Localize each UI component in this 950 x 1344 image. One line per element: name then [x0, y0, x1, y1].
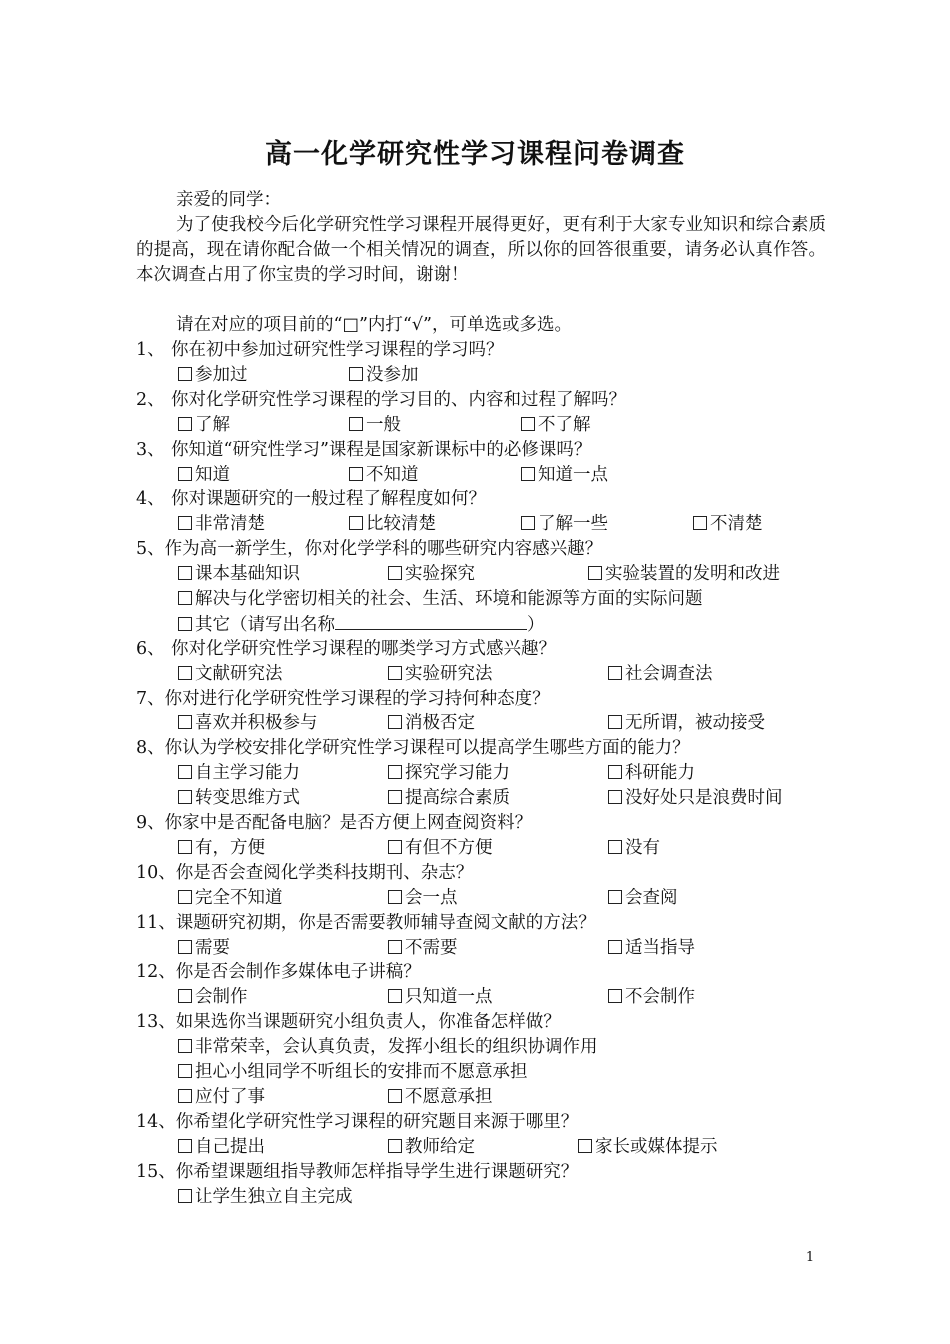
checkbox-icon[interactable] [178, 840, 192, 854]
greeting: 亲爱的同学： [176, 190, 281, 210]
option[interactable] [521, 413, 591, 438]
option-row [136, 786, 836, 811]
question-number: 9、 [136, 813, 165, 834]
option[interactable] [178, 1185, 353, 1210]
checkbox-icon[interactable] [388, 890, 402, 904]
option-label: 让学生独立自主完成 [195, 1186, 353, 1207]
checkbox-icon[interactable] [178, 516, 192, 530]
option-label: 一般 [366, 414, 401, 435]
question-4 [136, 487, 836, 512]
question-text: 你家中是否配备电脑？是否方便上网查阅资料？ [164, 813, 533, 834]
option-label: 不清楚 [710, 514, 763, 535]
checkbox-icon[interactable] [608, 765, 622, 779]
option-label: 消极否定 [405, 713, 475, 734]
option-other[interactable] [178, 612, 545, 638]
option-row-other [136, 612, 836, 637]
option-label: 课本基础知识 [195, 564, 300, 585]
page-number: 1 [805, 1250, 815, 1265]
checkbox-icon[interactable] [178, 367, 192, 381]
checkbox-icon[interactable] [388, 790, 402, 804]
option-label: 完全不知道 [195, 887, 283, 908]
option-label: 解决与化学密切相关的社会、生活、环境和能源等方面的实际问题 [195, 588, 703, 609]
option[interactable] [178, 413, 230, 438]
checkbox-icon[interactable] [349, 516, 363, 530]
option-label: 非常清楚 [195, 514, 265, 535]
option[interactable] [178, 512, 265, 537]
option[interactable] [388, 786, 510, 811]
checkbox-icon[interactable] [349, 417, 363, 431]
question-text: 你对化学研究性学习课程的哪类学习方式感兴趣？ [171, 638, 556, 659]
question-number: 14、 [136, 1111, 176, 1132]
option-label: 知道 [195, 464, 230, 485]
fill-in-blank[interactable] [335, 612, 527, 630]
question-10 [136, 861, 836, 886]
option-label: 只知道一点 [405, 987, 493, 1008]
option-label: 社会调查法 [625, 663, 713, 684]
option[interactable] [388, 936, 458, 961]
option-label: 其它（请写出名称 [195, 614, 335, 635]
question-number: 12、 [136, 962, 176, 983]
option-label: 会一点 [405, 887, 458, 908]
checkbox-icon[interactable] [388, 840, 402, 854]
option[interactable] [178, 587, 703, 612]
option-label: 实验研究法 [405, 663, 493, 684]
option-label: 文献研究法 [195, 663, 283, 684]
checkbox-icon[interactable] [178, 417, 192, 431]
option-label: 需要 [195, 937, 230, 958]
checkbox-icon[interactable] [178, 715, 192, 729]
option[interactable] [178, 985, 248, 1010]
option-row [136, 512, 836, 537]
option[interactable] [178, 1135, 265, 1160]
question-13 [136, 1010, 836, 1035]
checkbox-icon[interactable] [178, 1089, 192, 1103]
question-text: 你对课题研究的一般过程了解程度如何？ [171, 489, 486, 510]
question-number: 4、 [136, 489, 165, 510]
option[interactable] [693, 512, 763, 537]
option-row [136, 587, 836, 612]
option[interactable] [349, 463, 419, 488]
question-text: 你是否会查阅化学类科技期刊、杂志？ [175, 862, 474, 883]
option-label: 转变思维方式 [195, 788, 300, 809]
option-label: 无所谓，被动接受 [625, 713, 765, 734]
option-row [136, 363, 836, 388]
question-number: 11、 [136, 912, 176, 933]
question-text: 你认为学校安排化学研究性学习课程可以提高学生哪些方面的能力？ [164, 738, 690, 759]
option[interactable] [608, 662, 713, 687]
question-number: 10、 [136, 862, 176, 883]
checkbox-icon[interactable] [578, 1139, 592, 1153]
question-text: 你对进行化学研究性学习课程的学习持何种态度？ [164, 688, 550, 709]
option-label: 担心小组同学不听组长的安排而不愿意承担 [195, 1062, 528, 1083]
option[interactable] [178, 936, 230, 961]
question-text: 你知道“研究性学习”课程是国家新课标中的必修课吗？ [171, 439, 592, 460]
option-label: 非常荣幸，会认真负责，发挥小组长的组织协调作用 [195, 1037, 598, 1058]
option[interactable] [388, 985, 493, 1010]
option-label: 有，方便 [195, 837, 265, 858]
checkbox-icon[interactable] [608, 989, 622, 1003]
option-label: 应付了事 [195, 1086, 265, 1107]
option-row [136, 761, 836, 786]
option-label: 探究学习能力 [405, 763, 510, 784]
option[interactable] [608, 886, 678, 911]
question-text: 你希望化学研究性学习课程的研究题目来源于哪里？ [175, 1111, 579, 1132]
option[interactable] [178, 711, 318, 736]
checkbox-icon[interactable] [608, 715, 622, 729]
option[interactable] [588, 562, 780, 587]
question-number: 3、 [136, 439, 165, 460]
option-row [136, 1035, 836, 1060]
option-label: 参加过 [195, 364, 248, 385]
checkbox-icon[interactable] [178, 1189, 192, 1203]
option[interactable] [608, 936, 695, 961]
option-row [136, 413, 836, 438]
question-14 [136, 1110, 836, 1135]
question-text: 你在初中参加过研究性学习课程的学习吗？ [171, 340, 504, 360]
checkbox-icon[interactable] [178, 765, 192, 779]
checkbox-icon[interactable] [608, 890, 622, 904]
option-label: 不知道 [366, 464, 419, 485]
option[interactable] [388, 562, 475, 587]
checkbox-icon[interactable] [178, 1039, 192, 1053]
option-label: 有但不方便 [405, 837, 493, 858]
option-label: 教师给定 [405, 1136, 475, 1157]
option-row [136, 985, 836, 1010]
option[interactable] [178, 363, 248, 388]
option-label: 了解一些 [538, 514, 608, 535]
checkbox-icon[interactable] [178, 790, 192, 804]
question-number: 7、 [136, 688, 165, 709]
question-11 [136, 911, 836, 936]
option[interactable] [178, 463, 230, 488]
checkbox-icon[interactable] [521, 467, 535, 481]
option-label: 没好处只是浪费时间 [625, 788, 783, 809]
option-label: 会查阅 [625, 887, 678, 908]
checkbox-icon[interactable] [178, 467, 192, 481]
option-row [136, 562, 836, 587]
option[interactable] [178, 562, 300, 587]
question-number: 15、 [136, 1161, 176, 1182]
checkbox-icon[interactable] [608, 790, 622, 804]
option[interactable] [178, 786, 300, 811]
checkbox-icon[interactable] [178, 666, 192, 680]
question-8 [136, 736, 836, 761]
question-9 [136, 811, 836, 836]
option[interactable] [178, 886, 283, 911]
question-1 [136, 338, 836, 363]
intro-paragraph: 为了使我校今后化学研究性学习课程开展得更好，更有利于大家专业知识和综合素质的提高，现在请你配合做一个相关情况的调查，所以你的回答很重要，请务必认真作答。本次调查占用了你宝贵的学习时间，谢谢！ [136, 215, 826, 285]
option-row [136, 662, 836, 687]
option-label: 科研能力 [625, 763, 695, 784]
checkbox-icon[interactable] [693, 516, 707, 530]
option-row [136, 711, 836, 736]
checkbox-icon[interactable] [178, 1064, 192, 1078]
checkbox-icon[interactable] [388, 989, 402, 1003]
option-row [136, 936, 836, 961]
question-3 [136, 438, 836, 463]
checkbox-icon[interactable] [178, 989, 192, 1003]
option-label: 实验探究 [405, 564, 475, 585]
question-text: 你对化学研究性学习课程的学习目的、内容和过程了解吗？ [171, 389, 626, 410]
option[interactable] [521, 463, 608, 488]
checkbox-icon[interactable] [608, 840, 622, 854]
instruction-text: 请在对应的项目前的“□”内打“√”，可单选或多选。 [176, 315, 572, 335]
checkbox-icon[interactable] [388, 715, 402, 729]
checkbox-icon[interactable] [588, 566, 602, 580]
option-row [136, 1135, 836, 1160]
option[interactable] [608, 985, 695, 1010]
checkbox-icon[interactable] [608, 666, 622, 680]
option-row [136, 463, 836, 488]
option-label: 没参加 [366, 364, 419, 385]
option-label: 了解 [195, 414, 230, 435]
option[interactable] [608, 786, 783, 811]
option[interactable] [578, 1135, 718, 1160]
option-label: 不了解 [538, 414, 591, 435]
question-text: 作为高一新学生，你对化学学科的哪些研究内容感兴趣？ [164, 539, 603, 560]
question-number: 2、 [136, 389, 165, 410]
document-title: 高一化学研究性学习课程问卷调查 [265, 139, 685, 170]
option-label: 提高综合素质 [405, 788, 510, 809]
option-row [136, 1185, 836, 1210]
checkbox-icon[interactable] [388, 666, 402, 680]
option-label: 自己提出 [195, 1136, 265, 1157]
option[interactable] [521, 512, 608, 537]
option-label: 家长或媒体提示 [595, 1136, 718, 1157]
question-2 [136, 388, 836, 413]
question-text: 课题研究初期，你是否需要教师辅导查阅文献的方法？ [175, 912, 596, 933]
option[interactable] [178, 1085, 265, 1110]
option-row [136, 886, 836, 911]
option[interactable] [178, 1035, 598, 1060]
option[interactable] [178, 836, 265, 861]
option[interactable] [178, 761, 300, 786]
checkbox-icon[interactable] [178, 1139, 192, 1153]
option-row [136, 1085, 836, 1110]
question-5 [136, 537, 836, 562]
question-7 [136, 687, 836, 712]
checkbox-icon[interactable] [521, 516, 535, 530]
checkbox-icon[interactable] [178, 591, 192, 605]
question-number: 5、 [136, 539, 165, 560]
option-label: 不会制作 [625, 987, 695, 1008]
question-number: 8、 [136, 738, 165, 759]
option[interactable] [349, 512, 436, 537]
question-number: 1、 [136, 340, 165, 360]
option[interactable] [608, 836, 660, 861]
option[interactable] [608, 761, 695, 786]
checkbox-icon[interactable] [349, 467, 363, 481]
checkbox-icon[interactable] [521, 417, 535, 431]
option[interactable] [388, 886, 458, 911]
option-label: 自主学习能力 [195, 763, 300, 784]
option[interactable] [388, 1085, 493, 1110]
question-text: 如果选你当课题研究小组负责人，你准备怎样做？ [175, 1012, 561, 1033]
question-number: 6、 [136, 638, 165, 659]
option[interactable] [608, 711, 765, 736]
checkbox-icon[interactable] [178, 940, 192, 954]
checkbox-icon[interactable] [388, 940, 402, 954]
option[interactable] [349, 413, 401, 438]
option[interactable] [178, 1060, 528, 1085]
question-text: 你是否会制作多媒体电子讲稿？ [175, 962, 421, 983]
checkbox-icon[interactable] [388, 566, 402, 580]
option-label: 不愿意承担 [405, 1086, 493, 1107]
question-list [136, 338, 836, 1209]
option-label-close: ） [527, 614, 545, 635]
checkbox-icon[interactable] [608, 940, 622, 954]
question-6 [136, 637, 836, 662]
option-row [136, 1060, 836, 1085]
checkbox-icon[interactable] [349, 367, 363, 381]
option[interactable] [388, 711, 475, 736]
checkbox-icon[interactable] [178, 890, 192, 904]
question-text: 你希望课题组指导教师怎样指导学生进行课题研究？ [175, 1161, 579, 1182]
checkbox-icon[interactable] [178, 617, 192, 631]
option[interactable] [388, 1135, 475, 1160]
option[interactable] [388, 662, 493, 687]
option-label: 比较清楚 [366, 514, 436, 535]
question-12 [136, 960, 836, 985]
option-label: 不需要 [405, 937, 458, 958]
question-number: 13、 [136, 1012, 176, 1033]
checkbox-icon[interactable] [178, 566, 192, 580]
option[interactable] [178, 662, 283, 687]
option[interactable] [388, 761, 510, 786]
option-label: 知道一点 [538, 464, 608, 485]
checkbox-icon[interactable] [388, 765, 402, 779]
question-15 [136, 1160, 836, 1185]
option[interactable] [388, 836, 493, 861]
checkbox-icon[interactable] [388, 1089, 402, 1103]
option-label: 实验装置的发明和改进 [605, 564, 780, 585]
option-label: 适当指导 [625, 937, 695, 958]
checkbox-icon[interactable] [388, 1139, 402, 1153]
option-row [136, 836, 836, 861]
option[interactable] [349, 363, 419, 388]
option-label: 会制作 [195, 987, 248, 1008]
option-label: 喜欢并积极参与 [195, 713, 318, 734]
option-label: 没有 [625, 837, 660, 858]
